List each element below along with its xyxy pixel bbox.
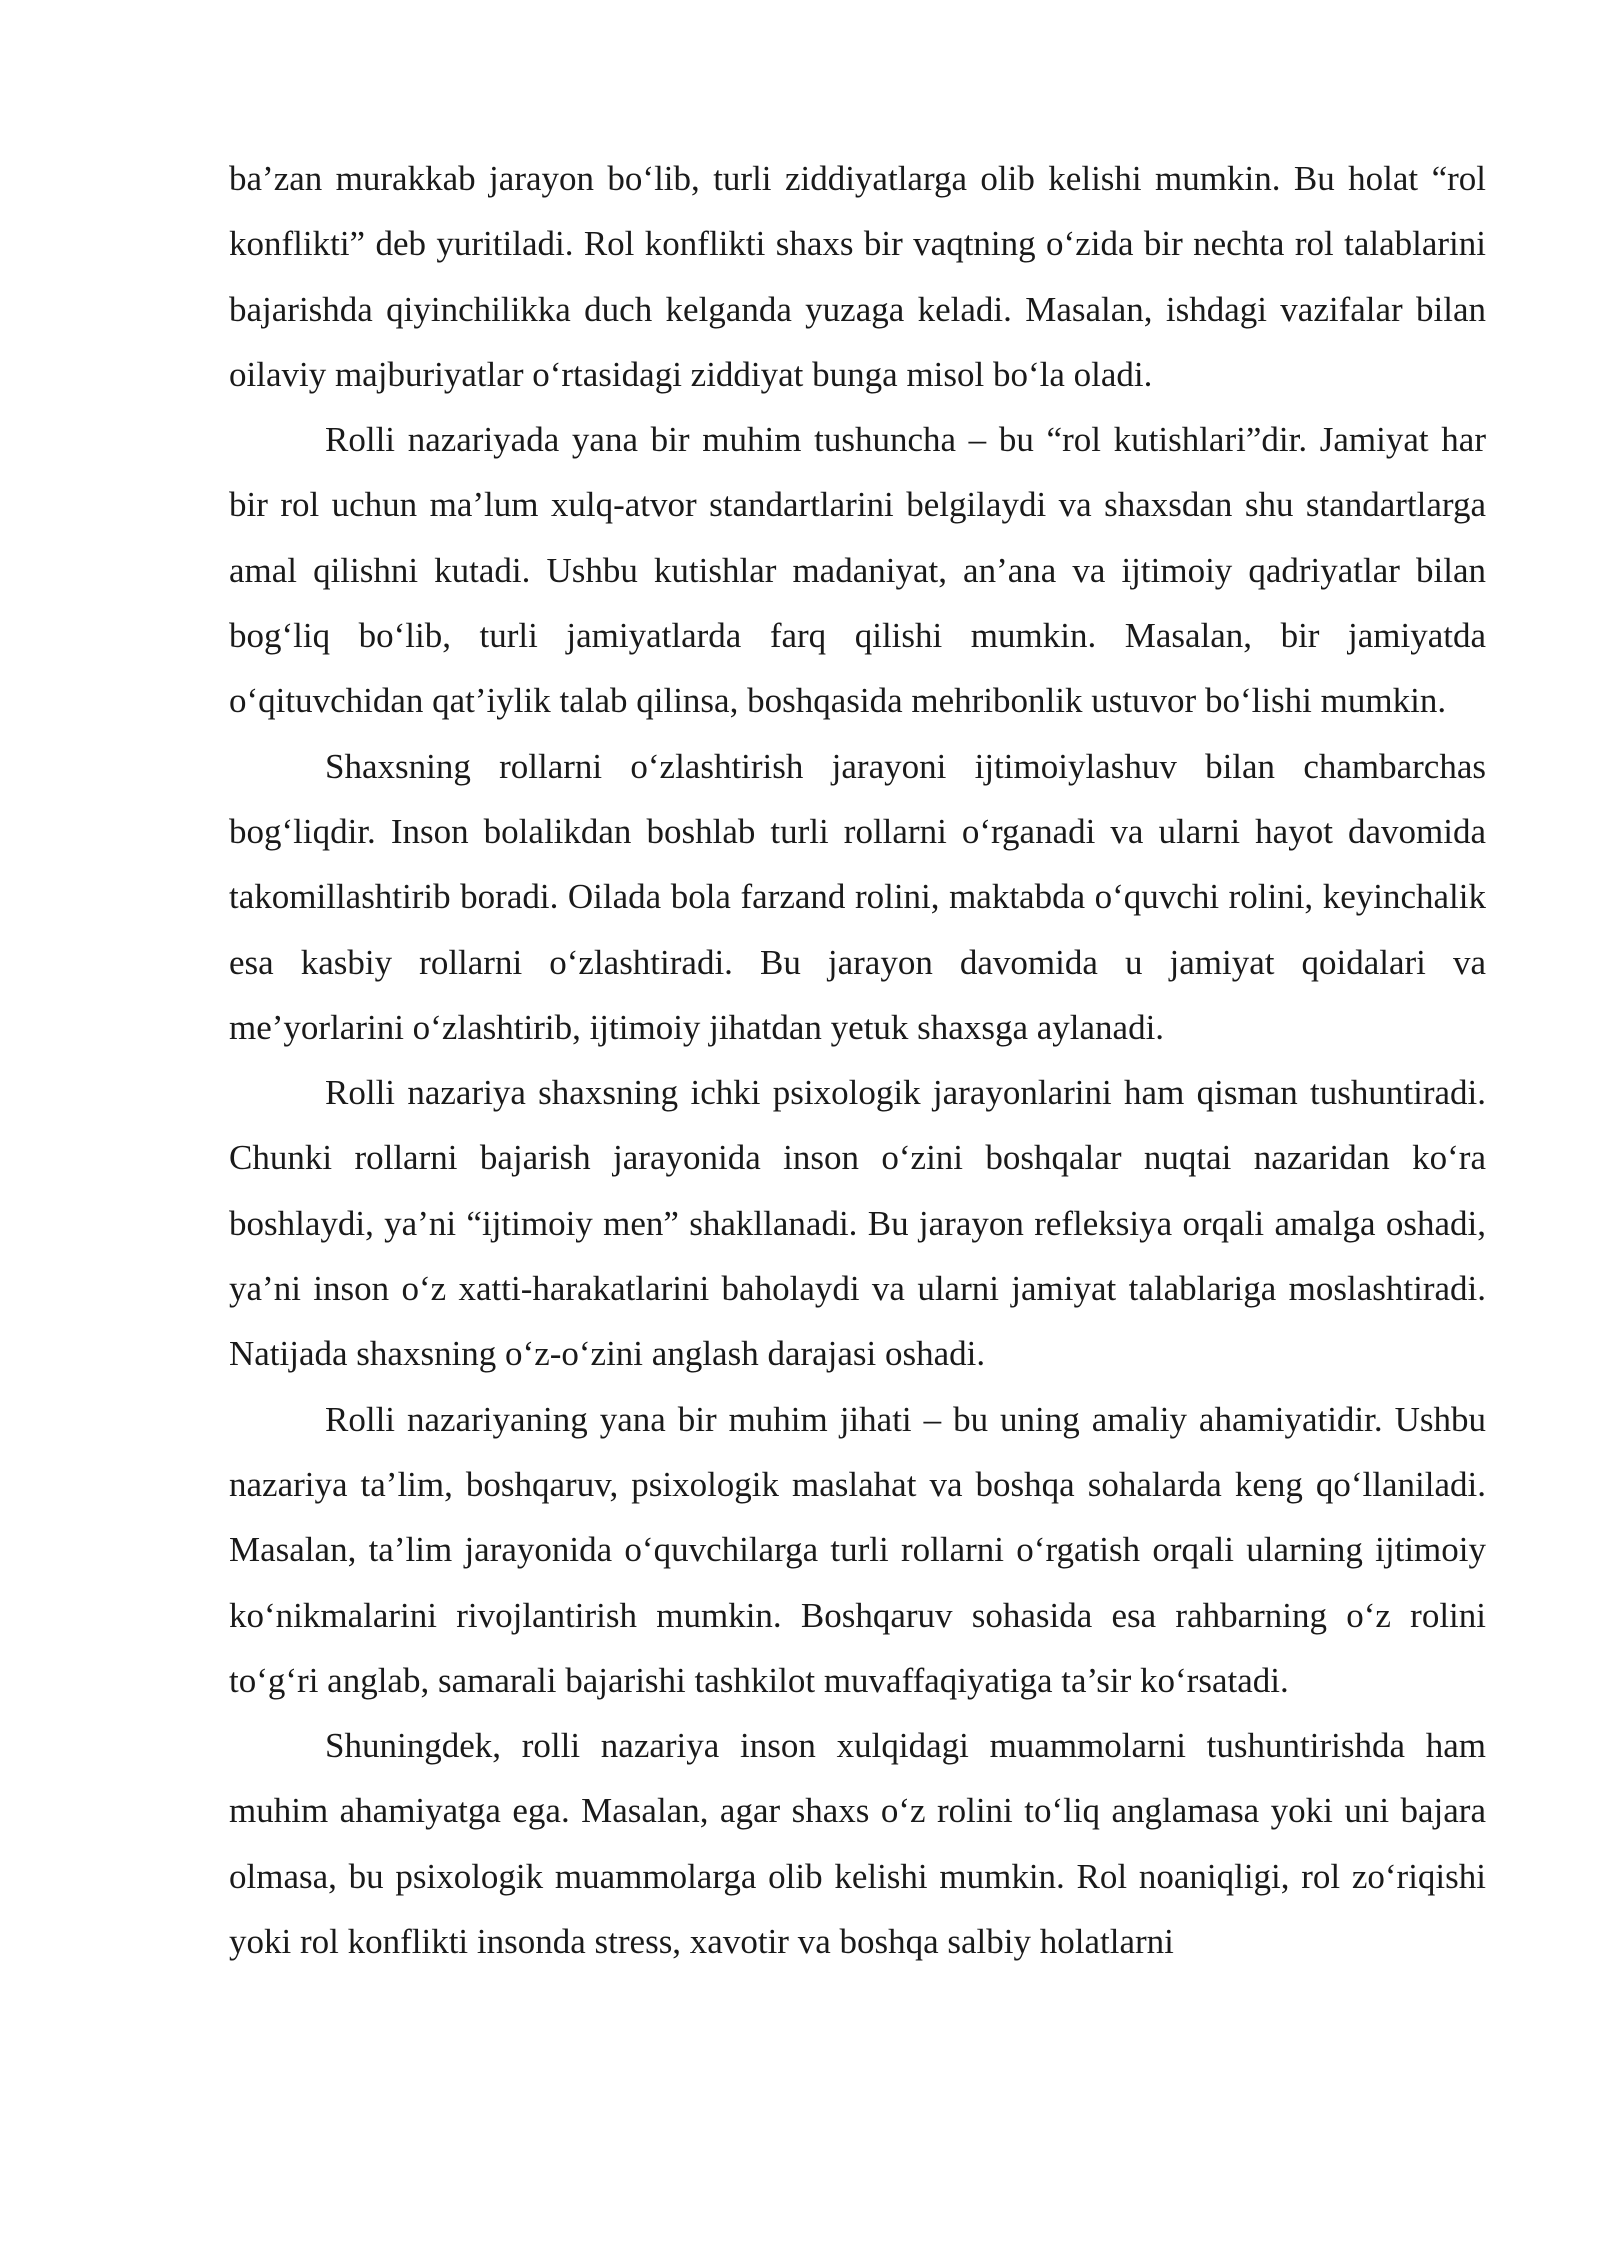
paragraph: ba’zan murakkab jarayon bo‘lib, turli ziddiyatlarga olib kelishi mumkin. Bu holat “rol konflikti” deb yuritiladi. Rol konflikti shaxs bir vaqtning o‘zida bir nechta rol talablarini bajarishda qiyinchilikka duch kelganda yuzaga keladi. Masalan, ishdagi vazifalar bilan oilaviy majburiyatlar o‘rtasidagi ziddiyat bunga misol bo‘la oladi. bbox=[229, 159, 1486, 394]
paragraph: Shaxsning rollarni o‘zlashtirish jarayoni ijtimoiylashuv bilan chambarchas bog‘liqdir. Inson bolalikdan boshlab turli rollarni o‘rganadi va ularni hayot davomida takomillashtirib boradi. Oilada bola farzand rolini, maktabda o‘quvchi rolini, keyinchalik esa kasbiy rollarni o‘zlashtiradi. Bu jarayon davomida u jamiyat qoidalari va me’yorlarini o‘zlashtirib, ijtimoiy jihatdan yetuk shaxsga aylanadi. bbox=[229, 746, 1486, 1047]
paragraph: Rolli nazariyaning yana bir muhim jihati – bu uning amaliy ahamiyatidir. Ushbu nazariya ta’lim, boshqaruv, psixologik maslahat va boshqa sohalarda keng qo‘llaniladi. Masalan, ta’lim jarayonida o‘quvchilarga turli rollarni o‘rgatish orqali ularning ijtimoiy ko‘nikmalarini rivojlantirish mumkin. Boshqaruv sohasida esa rahbarning o‘z rolini to‘g‘ri anglab, samarali bajarishi tashkilot muvaffaqiyatiga ta’sir ko‘rsatadi. bbox=[229, 1399, 1486, 1700]
document-body bbox=[229, 146, 1486, 1974]
paragraph: Rolli nazariyada yana bir muhim tushuncha – bu “rol kutishlari”dir. Jamiyat har bir rol uchun ma’lum xulq-atvor standartlarini belgilaydi va shaxsdan shu standartlarga amal qilishni kutadi. Ushbu kutishlar madaniyat, an’ana va ijtimoiy qadriyatlar bilan bog‘liq bo‘lib, turli jamiyatlarda farq qilishi mumkin. Masalan, bir jamiyatda o‘qituvchidan qat’iylik talab qilinsa, boshqasida mehribonlik ustuvor bo‘lishi mumkin. bbox=[229, 420, 1486, 721]
paragraph: Rolli nazariya shaxsning ichki psixologik jarayonlarini ham qisman tushuntiradi. Chunki rollarni bajarish jarayonida inson o‘zini boshqalar nuqtai nazaridan ko‘ra boshlaydi, ya’ni “ijtimoiy men” shakllanadi. Bu jarayon refleksiya orqali amalga oshadi, ya’ni inson o‘z xatti-harakatlarini baholaydi va ularni jamiyat talablariga moslashtiradi. Natijada shaxsning o‘z-o‘zini anglash darajasi oshadi. bbox=[229, 1073, 1486, 1374]
paragraph: Shuningdek, rolli nazariya inson xulqidagi muammolarni tushuntirishda ham muhim ahamiyatga ega. Masalan, agar shaxs o‘z rolini to‘liq anglamasa yoki uni bajara olmasa, bu psixologik muammolarga olib kelishi mumkin. Rol noaniqligi, rol zo‘riqishi yoki rol konflikti insonda stress, xavotir va boshqa salbiy holatlarni bbox=[229, 1726, 1486, 1962]
